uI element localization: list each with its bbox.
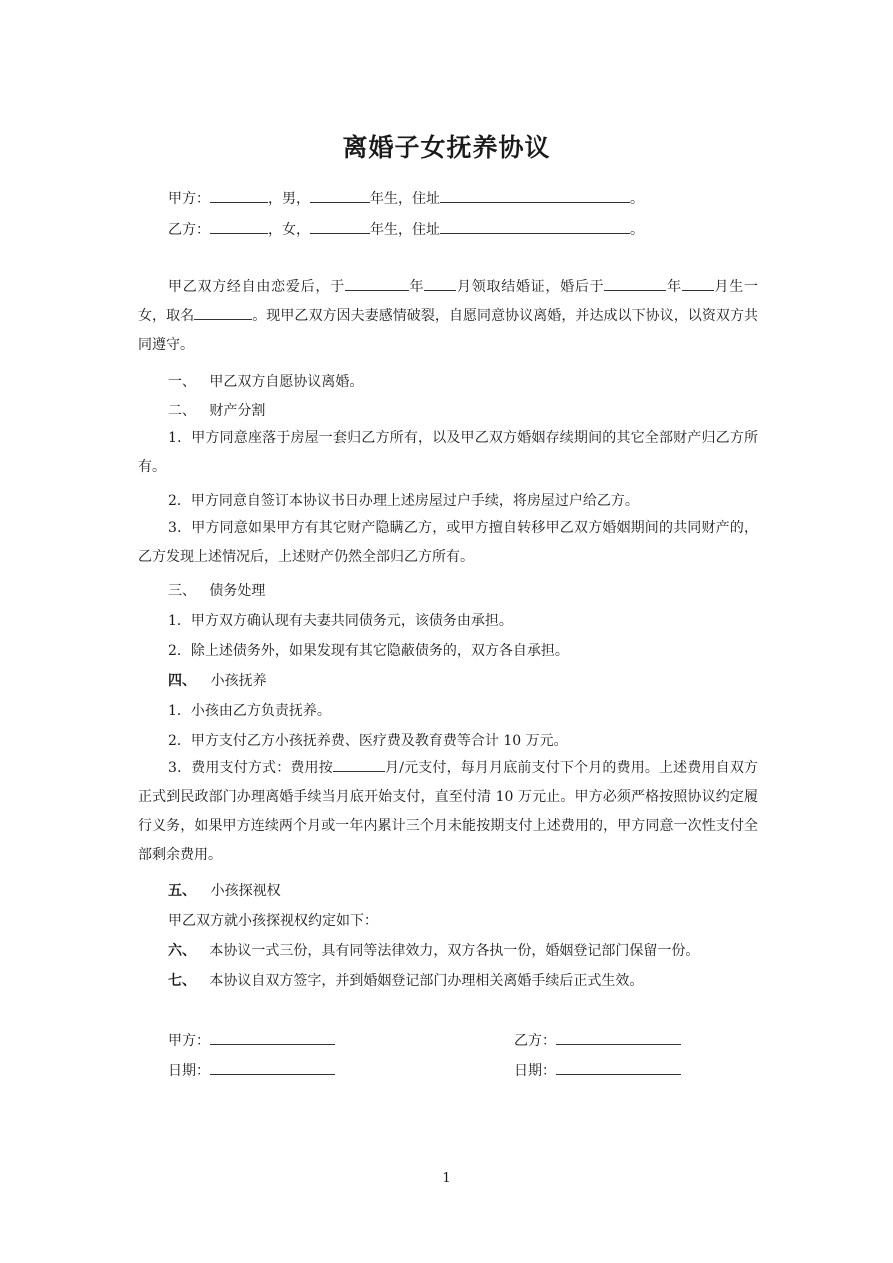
section-number: 二、 — [168, 403, 196, 419]
intro-text: 月领取结婚证，婚后于 — [456, 279, 605, 295]
intro-text: 。现甲乙双方因夫妻感情破裂，自愿同意协议离婚，并达成以下协议，以资双方共同遵守。 — [138, 308, 759, 353]
clause-4-2: 2．甲方支付乙方小孩抚养费、医疗费及教育费等合计 10 万元。 — [168, 733, 568, 749]
party-b-date — [514, 1060, 681, 1080]
clause-3-2: 2．除上述债务外，如果发现有其它隐蔽债务的，双方各自承担。 — [168, 643, 569, 659]
birth-year-blank — [310, 190, 370, 203]
party-b-line — [168, 219, 644, 239]
section-number: 七、 — [168, 973, 196, 989]
party-a-address-label: 年生，住址 — [370, 191, 440, 207]
section-number: 五、 — [168, 883, 196, 899]
section-6 — [168, 940, 699, 960]
clause-4-1: 1．小孩由乙方负责抚养。 — [168, 703, 331, 719]
section-number: 六、 — [168, 943, 196, 959]
amount-blank — [333, 759, 385, 772]
party-b-address-label: 年生，住址 — [370, 222, 440, 238]
section-number: 三、 — [168, 583, 196, 599]
signature-label: 甲方： — [168, 1033, 210, 1049]
child-name-blank — [194, 307, 252, 320]
signature-blank — [210, 1032, 335, 1045]
party-a-end: 。 — [630, 191, 644, 207]
party-b-label: 乙方： — [168, 222, 210, 238]
page-number: 1 — [442, 1171, 451, 1186]
date-blank — [556, 1062, 681, 1075]
address-blank — [440, 221, 630, 234]
party-a-line — [168, 188, 644, 208]
section-1 — [168, 371, 363, 391]
name-blank — [210, 221, 268, 234]
party-a-date — [168, 1060, 335, 1080]
party-b-gender: ，女， — [268, 222, 310, 238]
signature-label: 乙方： — [514, 1033, 556, 1049]
clause-4-3 — [138, 754, 758, 870]
section-7 — [168, 970, 643, 990]
document-title: 离婚子女抚养协议 — [342, 133, 551, 162]
clause-2-2: 2．甲方同意自签订本协议书日办理上述房屋过户手续，将房屋过户给乙方。 — [168, 493, 639, 509]
party-b-signature — [514, 1030, 681, 1050]
section-4 — [168, 670, 267, 690]
section-text: 甲乙双方自愿协议离婚。 — [209, 374, 364, 390]
clause-2-1: 1．甲方同意座落于房屋一套归乙方所有，以及甲乙双方婚姻存续期间的其它全部财产归乙方所有。 — [138, 430, 758, 475]
clause-2-3: 3．甲方同意如果甲方有其它财产隐瞒乙方，或甲方擅自转移甲乙双方婚姻期间的共同财产的，乙方发现上述情况后，上述财产仍然全部归乙方所有。 — [138, 520, 758, 565]
party-a-label: 甲方： — [168, 191, 210, 207]
date-label: 日期： — [514, 1063, 556, 1079]
section-text: 小孩抚养 — [210, 673, 267, 689]
party-b-end: 。 — [630, 222, 644, 238]
intro-text: 月 — [713, 279, 730, 295]
party-a-signature — [168, 1030, 335, 1050]
birth-year-blank — [310, 221, 370, 234]
month-blank — [682, 278, 714, 291]
clause-5-1: 甲乙双方就小孩探视权约定如下： — [168, 913, 378, 929]
date-blank — [210, 1062, 335, 1075]
section-3 — [168, 580, 265, 600]
clause-text: 3．费用支付方式：费用按 — [168, 760, 333, 776]
section-text: 本协议一式三份，具有同等法律效力，双方各执一份，婚姻登记部门保留一份。 — [209, 943, 700, 959]
section-number: 一、 — [168, 374, 196, 390]
address-blank — [440, 190, 630, 203]
section-text: 小孩探视权 — [210, 883, 281, 899]
year-blank — [345, 278, 409, 291]
section-5 — [168, 880, 281, 900]
month-blank — [424, 278, 456, 291]
clause-text: 月/元支付，每月月底前支付下个月的费用。上述费用自双方正式到民政部门办理离婚手续当月底开始支付，直至付清 10 万元止。甲方必须严格按照协议约定履行义务，如果甲方连续两个月或一年内累计三个月未能按期支付上述费用的，甲方同意一次性支付全部剩余费用。 — [138, 760, 758, 863]
intro-text: 生一女，取名 — [138, 279, 759, 324]
signature-blank — [556, 1032, 681, 1045]
section-number: 四、 — [168, 673, 196, 689]
party-a-gender: ，男， — [268, 191, 310, 207]
intro-paragraph — [138, 273, 758, 360]
intro-text: 年 — [666, 279, 682, 295]
name-blank — [210, 190, 268, 203]
intro-text: 甲乙双方经自由恋爱后，于 — [168, 279, 345, 295]
section-text: 债务处理 — [209, 583, 266, 599]
section-text: 财产分割 — [209, 403, 266, 419]
date-label: 日期： — [168, 1063, 210, 1079]
clause-3-1: 1．甲方双方确认现有夫妻共同债务元，该债务由承担。 — [168, 613, 513, 629]
section-text: 本协议自双方签字，并到婚姻登记部门办理相关离婚手续后正式生效。 — [209, 973, 644, 989]
year-blank — [604, 278, 666, 291]
section-2 — [168, 400, 265, 420]
intro-text: 年 — [408, 279, 425, 295]
